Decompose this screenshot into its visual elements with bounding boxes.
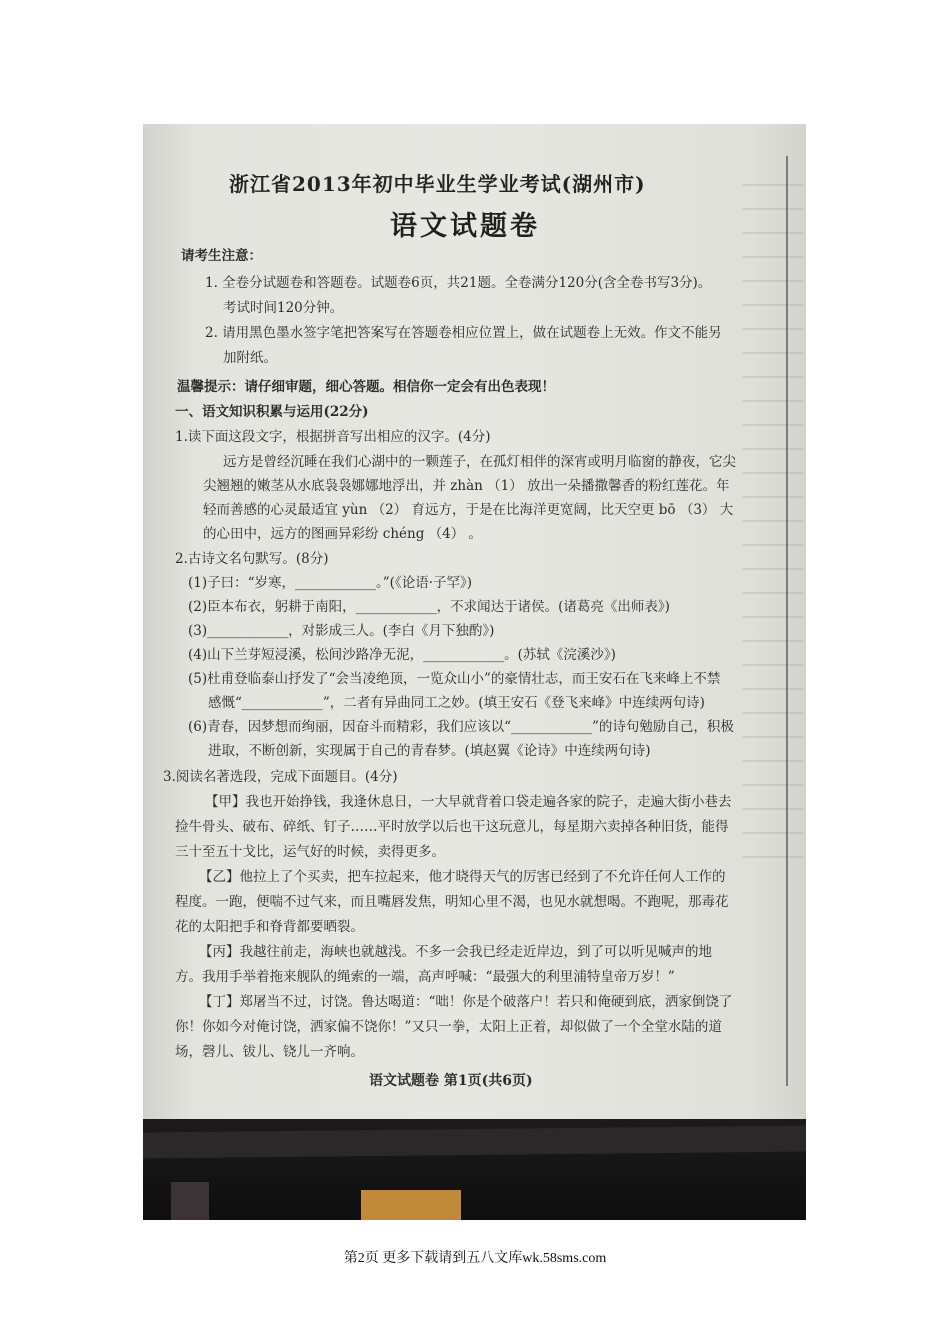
question-1-text: 的心田中，远方的图画异彩纷 chéng （4） 。 bbox=[203, 526, 483, 542]
question-2-item: 感慨“____________”，二者有异曲同工之妙。(填王安石《登飞来峰》中连续两句诗) bbox=[208, 695, 705, 711]
passage-line: 【丙】我越往前走，海峡也就越浅。不多一会我已经走近岸边，到了可以听见喊声的地 bbox=[199, 944, 712, 960]
question-1-text: 轻而善感的心灵最适宜 yùn （2） 育远方，于是在比海洋更宽阔，比天空更 bō （3） 大 bbox=[203, 502, 734, 518]
question-1-text: 远方是曾经沉睡在我们心湖中的一颗莲子，在孤灯相伴的深宵或明月临窗的静夜，它尖 bbox=[223, 454, 736, 470]
passage-line: 程度。一跑，便喘不过气来，而且嘴唇发焦，明知心里不渴，也见水就想喝。不跑呢，那毒花 bbox=[175, 894, 729, 910]
passage-line: 三十至五十戈比，运气好的时候，卖得更多。 bbox=[175, 844, 445, 860]
background-object bbox=[171, 1182, 209, 1220]
background-object bbox=[361, 1190, 461, 1220]
question-2-item: 进取，不断创新，实现属于自己的青春梦。(填赵翼《论诗》中连续两句诗) bbox=[208, 743, 651, 759]
section-heading: 一、语文知识积累与运用(22分) bbox=[175, 404, 369, 420]
notice-line: 考试时间120分钟。 bbox=[223, 300, 344, 316]
page-edge-line bbox=[786, 156, 788, 1086]
download-footer: 第2页 更多下载请到五八文库wk.58sms.com bbox=[343, 1251, 607, 1266]
question-2-stem: 2.古诗文名句默写。(8分) bbox=[175, 551, 329, 567]
question-3-stem: 3.阅读名著选段，完成下面题目。(4分) bbox=[163, 769, 398, 785]
notice-line: 1. 全卷分试题卷和答题卷。试题卷6页，共21题。全卷满分120分(含全卷书写3分)。 bbox=[205, 275, 712, 291]
passage-line: 【丁】郑屠当不过，讨饶。鲁达喝道：“咄！你是个破落户！若只和俺硬到底，洒家倒饶了 bbox=[199, 994, 733, 1010]
question-2-item: (3)____________，对影成三人。(李白《月下独酌》) bbox=[188, 623, 495, 639]
notice-heading: 请考生注意： bbox=[181, 248, 262, 264]
question-2-item: (1)子曰：“岁寒，____________。”(《论语·子罕》) bbox=[188, 575, 473, 591]
passage-line: 你！你如今对俺讨饶，洒家偏不饶你！”又只一拳，太阳上正着，却似做了一个全堂水陆的道 bbox=[175, 1019, 722, 1035]
warm-tip: 温馨提示：请仔细审题，细心答题。相信你一定会有出色表现！ bbox=[177, 379, 555, 395]
exam-subtitle: 语文试题卷 bbox=[390, 211, 540, 242]
passage-line: 方。我用手举着拖来舰队的绳索的一端，高声呼喊：“最强大的利里浦特皇帝万岁！” bbox=[175, 969, 675, 985]
passage-line: 场，磬儿、钹儿、铙儿一齐响。 bbox=[175, 1044, 364, 1060]
question-2-item: (4)山下兰芽短浸溪，松间沙路净无泥，____________。(苏轼《浣溪沙》) bbox=[188, 647, 616, 663]
passage-line: 【乙】他拉上了个买卖，把车拉起来，他才晓得天气的厉害已经到了不允许任何人工作的 bbox=[199, 869, 726, 885]
question-1-stem: 1.读下面这段文字，根据拼音写出相应的汉字。(4分) bbox=[175, 429, 491, 445]
exam-sheet bbox=[143, 124, 806, 1119]
bleed-through-marks bbox=[743, 184, 803, 864]
question-2-item: (2)臣本布衣，躬耕于南阳，____________，不求闻达于诸侯。(诸葛亮《出师表》) bbox=[188, 599, 670, 615]
page-number-footer: 语文试题卷 第1页(共6页) bbox=[369, 1073, 533, 1089]
question-2-item: (5)杜甫登临泰山抒发了“会当凌绝顶，一览众山小”的豪情壮志，而王安石在飞来峰上不禁 bbox=[188, 671, 721, 687]
exam-title: 浙江省2013年初中毕业生学业考试(湖州市) bbox=[229, 172, 646, 196]
notice-line: 2. 请用黑色墨水签字笔把答案写在答题卷相应位置上，做在试题卷上无效。作文不能另 bbox=[205, 325, 722, 341]
passage-line: 捡牛骨头、破布、碎纸、钉子……平时放学以后也干这玩意儿，每星期六卖掉各种旧货，能得 bbox=[175, 819, 729, 835]
passage-line: 【甲】我也开始挣钱，我逢休息日，一大早就背着口袋走遍各家的院子，走遍大街小巷去 bbox=[205, 794, 732, 810]
passage-line: 花的太阳把手和脊背都要晒裂。 bbox=[175, 919, 364, 935]
question-1-text: 尖翘翘的嫩茎从水底袅袅娜娜地浮出，并 zhàn （1） 放出一朵播撒馨香的粉红莲花。年 bbox=[203, 478, 730, 494]
scanned-photo bbox=[143, 124, 806, 1220]
notice-line: 加附纸。 bbox=[223, 350, 277, 366]
question-2-item: (6)青春，因梦想而绚丽，因奋斗而精彩，我们应该以“____________”的诗句勉励自己，积极 bbox=[188, 719, 734, 735]
